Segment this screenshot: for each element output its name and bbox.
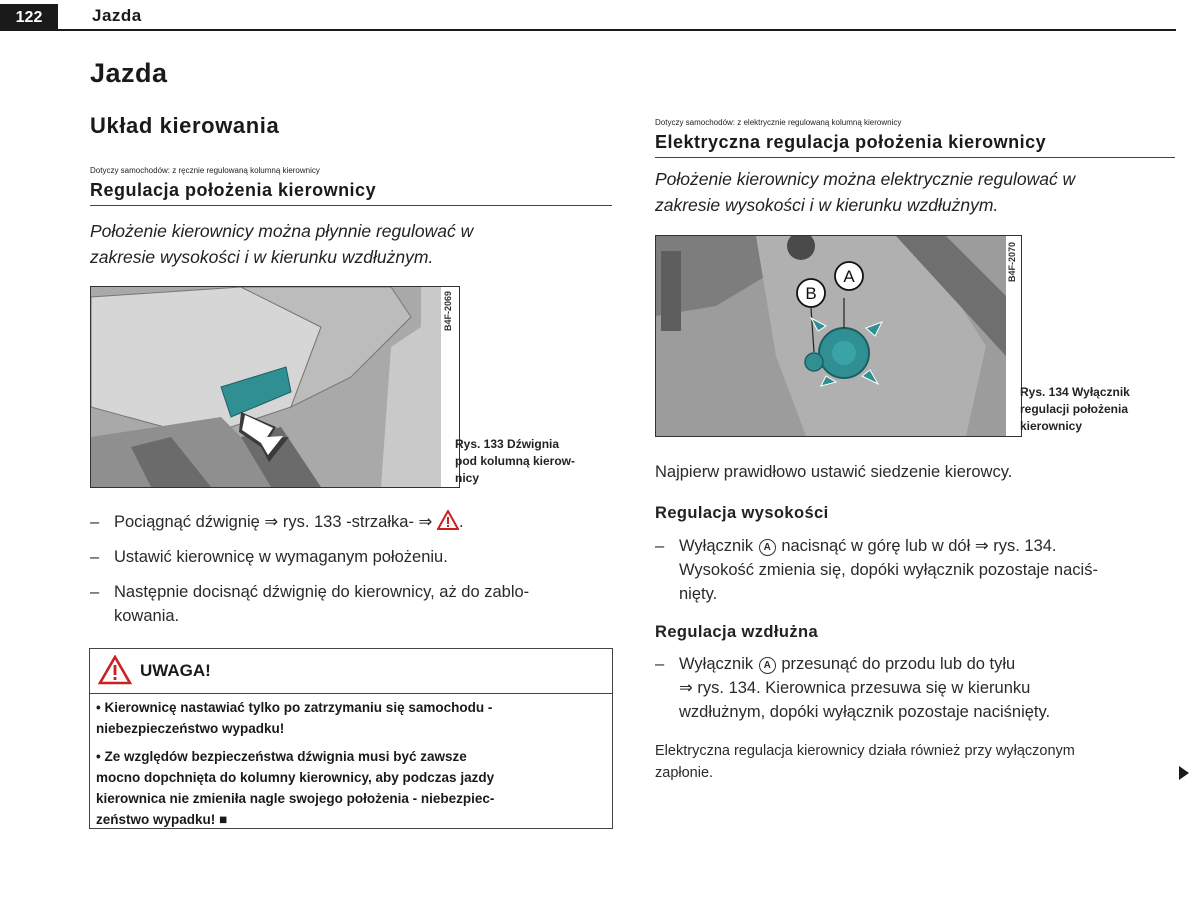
figure-133-lever bbox=[90, 286, 442, 488]
intro-text: Najpierw prawidłowo ustawić siedzenie kierowcy. bbox=[655, 463, 1013, 481]
caption-line: Rys. 134 Wyłącznik bbox=[1020, 385, 1130, 399]
step-text-cont: kowania. bbox=[114, 607, 180, 625]
page-number: 122 bbox=[0, 4, 58, 31]
step-text-end: . bbox=[458, 513, 464, 531]
warning-line: • Ze względów bezpieczeństwa dźwignia musi być zawsze bbox=[96, 749, 467, 764]
step-text-cont: nięty. bbox=[679, 585, 718, 603]
warning-line: kierownica nie zmieniła nagle swojego położenia - niebezpiec- bbox=[96, 791, 495, 806]
lead-line: Położenie kierownicy można płynnie regulować w bbox=[90, 221, 474, 241]
step-text: Ustawić kierownicę w wymaganym położeniu. bbox=[114, 548, 448, 566]
warning-triangle-icon bbox=[98, 655, 132, 685]
step-1 bbox=[90, 510, 620, 534]
continue-arrow-icon bbox=[1179, 766, 1189, 780]
step-text: Wyłącznik bbox=[679, 537, 754, 555]
step-text-cont: wzdłużnym, dopóki wyłącznik pozostaje naciśnięty. bbox=[679, 703, 1051, 721]
list-dash: – bbox=[655, 537, 665, 555]
note-line: zapłonie. bbox=[655, 765, 714, 781]
step-text: Pociągnąć dźwignię ⇒ rys. 133 -strzałka- ⇒ bbox=[114, 513, 433, 531]
warning-line: mocno dopchnięta do kolumny kierownicy, aby podczas jazdy bbox=[96, 770, 495, 785]
longitudinal-instruction bbox=[655, 652, 1050, 724]
warning-body bbox=[90, 694, 612, 830]
header-rule bbox=[58, 29, 1176, 31]
step-text: Wyłącznik bbox=[679, 655, 754, 673]
warning-header bbox=[90, 649, 612, 694]
step-text: przesunąć do przodu lub do tyłu bbox=[781, 655, 1016, 673]
applies-to-note: Dotyczy samochodów: z elektrycznie regulowaną kolumną kierownicy bbox=[655, 118, 902, 127]
step-text: Następnie docisnąć dźwignię do kierownicy, aż do zablo- bbox=[114, 583, 530, 601]
figure-caption bbox=[455, 436, 575, 487]
step-3 bbox=[90, 580, 529, 628]
lead-line: zakresie wysokości i w kierunku wzdłużnym. bbox=[655, 195, 999, 215]
switch-a-badge: A bbox=[759, 657, 776, 674]
height-instruction bbox=[655, 534, 1098, 606]
chapter-title: Jazda bbox=[90, 58, 168, 88]
caption-line: Rys. 133 Dźwignia bbox=[455, 437, 560, 451]
subsection-heading: Regulacja położenia kierownicy bbox=[90, 180, 612, 206]
caption-line: kierownicy bbox=[1020, 419, 1083, 433]
step-text: nacisnąć w górę lub w dół ⇒ rys. 134. bbox=[781, 537, 1057, 555]
note-line: Elektryczna regulacja kierownicy działa również przy wyłączonym bbox=[655, 743, 1075, 759]
figure-134-switch bbox=[655, 235, 1007, 437]
caption-line: regulacji położenia bbox=[1020, 402, 1129, 416]
list-dash: – bbox=[90, 513, 100, 531]
warning-line: zeństwo wypadku! ■ bbox=[96, 812, 228, 827]
lead-line: Położenie kierownicy można elektrycznie regulować w bbox=[655, 169, 1076, 189]
lead-text bbox=[655, 166, 1075, 218]
caption-line: pod kolumną kierow- bbox=[455, 454, 576, 468]
longitudinal-heading: Regulacja wzdłużna bbox=[655, 623, 819, 641]
caption-line: nicy bbox=[455, 471, 480, 485]
figure-code: B4F-2069 bbox=[443, 291, 453, 332]
warning-box bbox=[89, 648, 613, 829]
lever-illustration bbox=[91, 287, 441, 487]
note-text bbox=[655, 740, 1075, 784]
switch-a-badge: A bbox=[759, 539, 776, 556]
switch-illustration bbox=[656, 236, 1006, 436]
running-header: Jazda bbox=[92, 6, 142, 25]
list-dash: – bbox=[90, 548, 100, 566]
warning-line: • Kierownicę nastawiać tylko po zatrzymaniu się samochodu - bbox=[96, 700, 493, 715]
warning-title: UWAGA! bbox=[140, 661, 211, 680]
list-dash: – bbox=[655, 655, 665, 673]
subsection-heading: Elektryczna regulacja położenia kierownicy bbox=[655, 132, 1175, 158]
label-a: A bbox=[843, 267, 855, 286]
applies-to-note: Dotyczy samochodów: z ręcznie regulowaną kolumną kierownicy bbox=[90, 166, 320, 175]
warning-triangle-icon bbox=[437, 510, 459, 530]
step-text-cont: Wysokość zmienia się, dopóki wyłącznik pozostaje naciś- bbox=[679, 561, 1098, 579]
lead-line: zakresie wysokości i w kierunku wzdłużnym. bbox=[90, 247, 434, 267]
warning-line: niebezpieczeństwo wypadku! bbox=[96, 721, 285, 736]
section-title: Układ kierowania bbox=[90, 113, 280, 138]
figure-code: B4F-2070 bbox=[1007, 242, 1017, 283]
list-dash: – bbox=[90, 583, 100, 601]
height-heading: Regulacja wysokości bbox=[655, 504, 829, 522]
figure-caption bbox=[1020, 384, 1130, 435]
label-b: B bbox=[805, 284, 817, 303]
step-2 bbox=[90, 545, 448, 569]
step-text-cont: ⇒ rys. 134. Kierownica przesuwa się w kierunku bbox=[679, 679, 1031, 697]
lead-text bbox=[90, 218, 473, 270]
